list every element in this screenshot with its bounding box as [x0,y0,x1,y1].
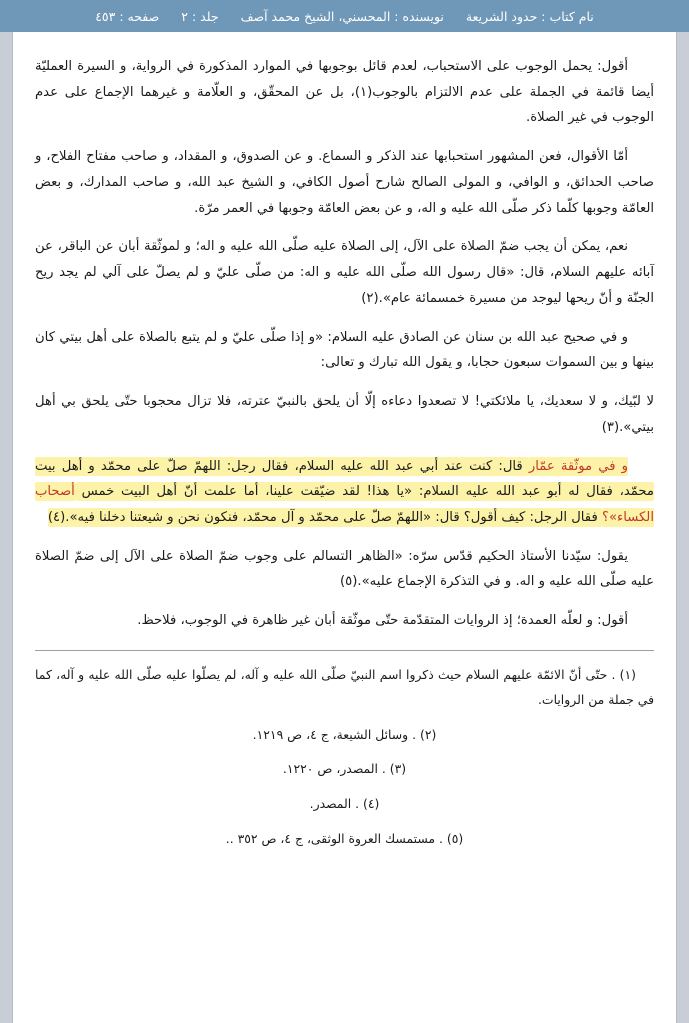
highlighted-paragraph [35,454,654,531]
highlight-red-lead: و في موثّقة عمّار [528,458,628,474]
footnote-item: (٢) . وسائل الشيعة، ج ٤، ص ١٢١٩. [252,726,437,742]
document-body [13,32,676,1023]
body-paragraph: يقول: سيّدنا الأستاذ الحكيم قدّس سرّه: «الظاهر التسالم على وجوب ضمّ الصلاة على الآل إلى ضمّ الصلاة عليه صلّى الله عليه و اله. و في التذكرة الإجماع عليه».(٥) [35,548,654,590]
left-margin-rail [0,32,13,1023]
body-paragraph: أقول: و لعلّه العمدة؛ إذ الروايات المتقدّمة حتّى موثّقة أبان غير ظاهرة في الوجوب، فلاحظ. [137,613,628,629]
header-inner [95,9,594,24]
header-author: نويسنده : المحسني، الشيخ محمد آصف [240,8,444,24]
body-paragraph: أمّا الأقوال، فعن المشهور استحبابها عند الذكر و السماع. و عن الصدوق، و المقداد، و صاحب مفتاح الفلاح، و صاحب الحدائق، و الوافي، و المولى الصالح شارح أصول الكافي، و الشيخ عبد الله، و صاحب المدارك، و بعض العامّة وجوبها كلّما ذكر صلّى الله عليه و اله، و عن بعض العامّة وجوبها في العمر مرّة. [35,149,654,216]
footnote-item: (٣) . المصدر، ص ١٢٢٠. [282,761,407,777]
right-margin-rail [676,32,689,1023]
footnote-item: (١) . حتّى أنّ الائمّة عليهم السلام حيث ذكروا اسم النبيّ صلّى الله عليه و آله، لم يصلّوا عليه صلّى الله عليه و آله، كما في جملة من الروايات. [35,666,654,707]
document-header-bar [0,0,689,32]
footnote-item: (٥) . مستمسك العروة الوثقى، ج ٤، ص ٣٥٢ .. [225,831,464,847]
footnotes-section [35,663,654,852]
body-paragraph: نعم، يمكن أن يجب ضمّ الصلاة على الآل، إلى الصلاة عليه صلّى الله عليه و اله؛ و لموثّقة أبان عن الباقر، عن آبائه عليهم السلام، قال: «قال رسول الله صلّى الله عليه و اله: من صلّى عليّ و لم يصلّ على آلي لم يجد ريح الجنّة و أنّ ريحها ليوجد من مسيرة خمسمائة عام».(٢) [35,239,654,306]
highlight-text-part-2: فقال الرجل: كيف أقول؟ قال: «اللهمّ صلّ على محمّد و آل محمّد، فنكون نحن و شيعتنا دخلنا فيه».(٤) [47,510,602,526]
header-page-number: صفحه : ٤٥٣ [95,8,160,24]
header-volume: جلد : ٢ [181,8,219,24]
footnote-divider [35,650,654,651]
header-book-title: نام كتاب : حدود الشريعة [465,8,594,24]
body-paragraph: و في صحيح عبد الله بن سنان عن الصادق عليه السلام: «و إذا صلّى عليّ و لم يتبع بالصلاة على أهل بيتي كان بينها و بين السموات سبعون حجابا، و يقول الله تبارك و تعالى: [35,329,654,371]
highlight-red-phrase: أصحاب الكساء»؟ [35,484,654,526]
highlight-text-part-1: قال: كنت عند أبي عبد الله عليه السلام، فقال رجل: اللهمّ صلّ على محمّد و أهل بيت محمّد، فقال له أبو عبد الله عليه السلام: «يا هذا! لقد ضيّقت علينا، أما علمت أنّ أهل البيت خمس [35,458,654,500]
body-paragraph: أقول: يحمل الوجوب على الاستحباب، لعدم قائل بوجوبها في الموارد المذكورة في الرواية، و السيرة العمليّة أيضا قائمة في الجملة على عدم الالتزام بالوجوب(١)، بل عن المحقّق، و العلّامة و غيرهما الإجماع على عدم الوجوب في غير الصلاة. [35,59,654,126]
footnote-item: (٤) . المصدر. [309,796,380,812]
body-paragraph: لا لبّيك، و لا سعديك، يا ملائكتي! لا تصعدوا دعاءه إلّا أن يلحق بالنبيّ عترته، فلا تزال محجوبا حتّى يلحق بي أهل بيتي».(٣) [35,394,654,435]
